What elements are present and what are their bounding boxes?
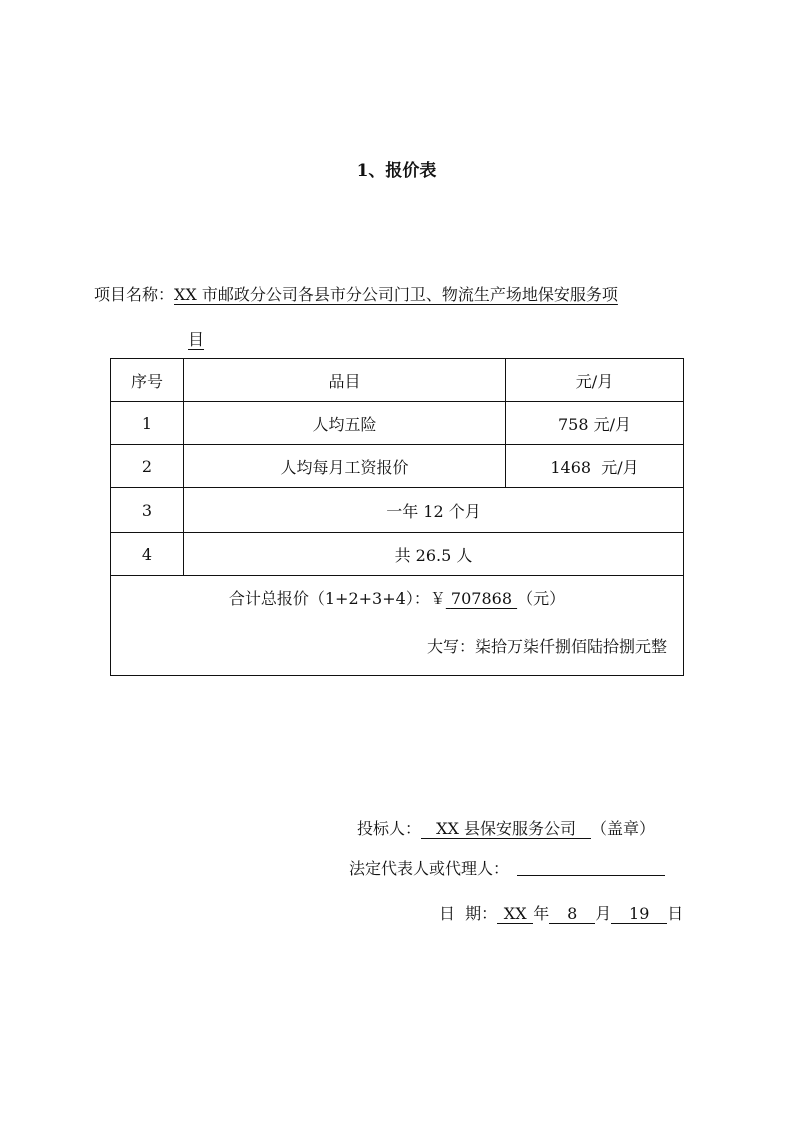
representative-line: [349, 856, 665, 879]
date-year: XX: [497, 905, 533, 924]
row-item: 共 26.5 人: [184, 533, 684, 576]
daxie-value: 柒拾万柒仟捌佰陆拾捌元整: [474, 637, 667, 656]
bidder-suffix: （盖章）: [591, 819, 656, 838]
total-line: [111, 586, 683, 609]
date-label: 日 期：: [439, 904, 498, 923]
row-value: 758 元/月: [506, 402, 684, 445]
row-value: 1468 元/月: [506, 445, 684, 488]
row-item: 人均每月工资报价: [184, 445, 506, 488]
row-no: 2: [111, 445, 184, 488]
bidder-line: [357, 816, 655, 839]
header-no: 序号: [111, 359, 184, 402]
table-row: [111, 445, 684, 488]
total-row: [111, 576, 684, 676]
bidder-label: 投标人：: [357, 819, 422, 838]
date-line: [439, 901, 683, 924]
year-unit: 年: [533, 904, 550, 923]
project-name-value-cont: 目: [188, 330, 205, 349]
row-item: 一年 12 个月: [184, 488, 684, 533]
row-item: 人均五险: [184, 402, 506, 445]
page-title: 1、报价表: [356, 161, 437, 181]
date-day: 19: [611, 905, 667, 924]
table-row: [111, 533, 684, 576]
project-name-value: XX 市邮政分公司各县市分公司门卫、物流生产场地保安服务项: [174, 285, 618, 304]
amount-in-words: [427, 634, 667, 657]
total-unit: （元）: [517, 589, 566, 608]
representative-label: 法定代表人或代理人：: [349, 859, 510, 878]
row-no: 3: [111, 488, 184, 533]
total-cell: [111, 576, 684, 676]
row-no: 4: [111, 533, 184, 576]
total-amount: 707868: [450, 589, 512, 608]
table-row: [111, 402, 684, 445]
project-label: 项目名称：: [94, 285, 175, 304]
date-month: 8: [549, 905, 595, 924]
month-unit: 月: [595, 904, 612, 923]
table-header-row: [111, 359, 684, 402]
row-no: 1: [111, 402, 184, 445]
bidder-value: XX 县保安服务公司: [421, 820, 591, 839]
table-row: [111, 488, 684, 533]
total-label: 合计总报价（1+2+3+4）：￥: [228, 589, 446, 608]
header-item: 品目: [184, 359, 506, 402]
quote-table: [110, 358, 684, 676]
daxie-label: 大写：: [426, 637, 475, 656]
project-name: [94, 284, 618, 306]
header-value: 元/月: [506, 359, 684, 402]
day-unit: 日: [667, 904, 684, 923]
representative-field: [517, 857, 665, 876]
